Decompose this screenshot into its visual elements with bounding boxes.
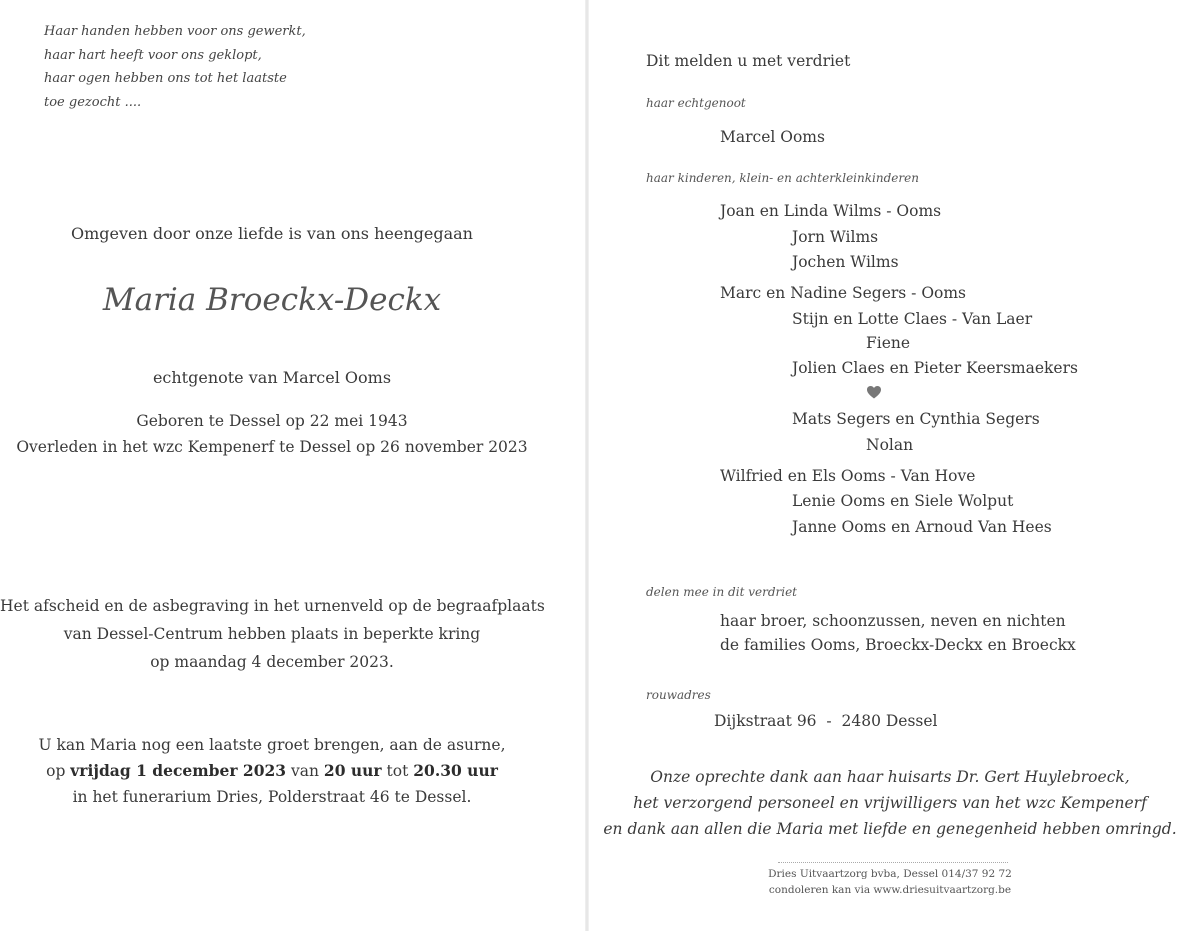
footer	[590, 866, 1190, 898]
children-label: haar kinderen, klein- en achterkleinkinderen	[646, 171, 919, 185]
right-page	[590, 0, 1200, 931]
poem	[44, 20, 306, 114]
thanks-line: Onze oprechte dank aan haar huisarts Dr. Gert Huylebroeck,	[650, 768, 1130, 786]
family-member: Fiene	[866, 334, 911, 352]
heart-icon	[866, 384, 882, 400]
birth-line: Geboren te Dessel op 22 mei 1943	[136, 412, 408, 430]
spouse-label: haar echtgenoot	[646, 96, 746, 110]
family-member: Mats Segers en Cynthia Segers	[792, 410, 1040, 428]
share-line: haar broer, schoonzussen, neven en nichten	[720, 612, 1066, 630]
visit-end-time: 20.30 uur	[413, 761, 498, 780]
life-dates	[0, 408, 544, 460]
farewell-line: van Dessel-Centrum hebben plaats in beperkte kring	[63, 625, 481, 643]
deceased-name: Maria Broeckx-Deckx	[102, 282, 442, 318]
visit-date: vrijdag 1 december 2023	[70, 761, 287, 780]
farewell-line: op maandag 4 december 2023.	[150, 653, 394, 671]
share-line: de families Ooms, Broeckx-Deckx en Broeckx	[720, 636, 1076, 654]
footer-divider	[778, 862, 1008, 863]
family-member: Janne Ooms en Arnoud Van Hees	[792, 518, 1052, 536]
poem-line: toe gezocht ....	[44, 94, 142, 110]
thanks-line: en dank aan allen die Maria met liefde en genegenheid hebben omringd.	[603, 820, 1177, 838]
address-label: rouwadres	[646, 688, 711, 702]
family-member: Jorn Wilms	[792, 228, 879, 246]
visit-start-time: 20 uur	[323, 761, 382, 780]
poem-line: Haar handen hebben voor ons gewerkt,	[44, 24, 306, 39]
family-member: Lenie Ooms en Siele Wolput	[792, 492, 1014, 510]
farewell-line: Het afscheid en de asbegraving in het urnenveld op de begraafplaats	[0, 597, 545, 615]
family-member: Joan en Linda Wilms - Ooms	[720, 202, 942, 220]
spouse-name: Marcel Ooms	[720, 128, 825, 146]
visit-text-part: van	[286, 762, 324, 780]
intro-text: Omgeven door onze liefde is van ons heengegaan	[71, 224, 473, 243]
family-member: Jochen Wilms	[792, 253, 899, 271]
spouse-text: echtgenote van Marcel Ooms	[152, 368, 392, 387]
poem-line: haar hart heeft voor ons geklopt,	[44, 47, 262, 63]
visit-line: in het funerarium Dries, Polderstraat 46 te Dessel.	[72, 788, 472, 806]
page-fold	[585, 0, 589, 931]
footer-line: condoleren kan via www.driesuitvaartzorg.be	[768, 884, 1012, 896]
thanks-text	[590, 764, 1190, 842]
family-member: Marc en Nadine Segers - Ooms	[720, 284, 967, 302]
visit-text-part: op	[46, 762, 71, 780]
visit-line	[0, 758, 544, 784]
death-line: Overleden in het wzc Kempenerf te Dessel op 26 november 2023	[16, 438, 528, 456]
announce-text: Dit melden u met verdriet	[646, 52, 851, 70]
share-label: delen mee in dit verdriet	[646, 585, 797, 599]
address: Dijkstraat 96 - 2480 Dessel	[714, 712, 938, 730]
family-member: Stijn en Lotte Claes - Van Laer	[792, 310, 1033, 328]
left-page	[0, 0, 586, 931]
family-member: Jolien Claes en Pieter Keersmaekers	[792, 359, 1078, 377]
family-member: Nolan	[866, 436, 914, 454]
visit-text-part: tot	[381, 762, 414, 780]
footer-line: Dries Uitvaartzorg bvba, Dessel 014/37 92 72	[768, 868, 1012, 880]
farewell-text	[0, 592, 544, 676]
visit-text	[0, 732, 544, 810]
poem-line: haar ogen hebben ons tot het laatste	[44, 71, 287, 86]
family-member: Wilfried en Els Ooms - Van Hove	[720, 467, 976, 485]
visit-line: U kan Maria nog een laatste groet brengen, aan de asurne,	[38, 736, 506, 754]
thanks-line: het verzorgend personeel en vrijwilligers van het wzc Kempenerf	[633, 794, 1147, 812]
